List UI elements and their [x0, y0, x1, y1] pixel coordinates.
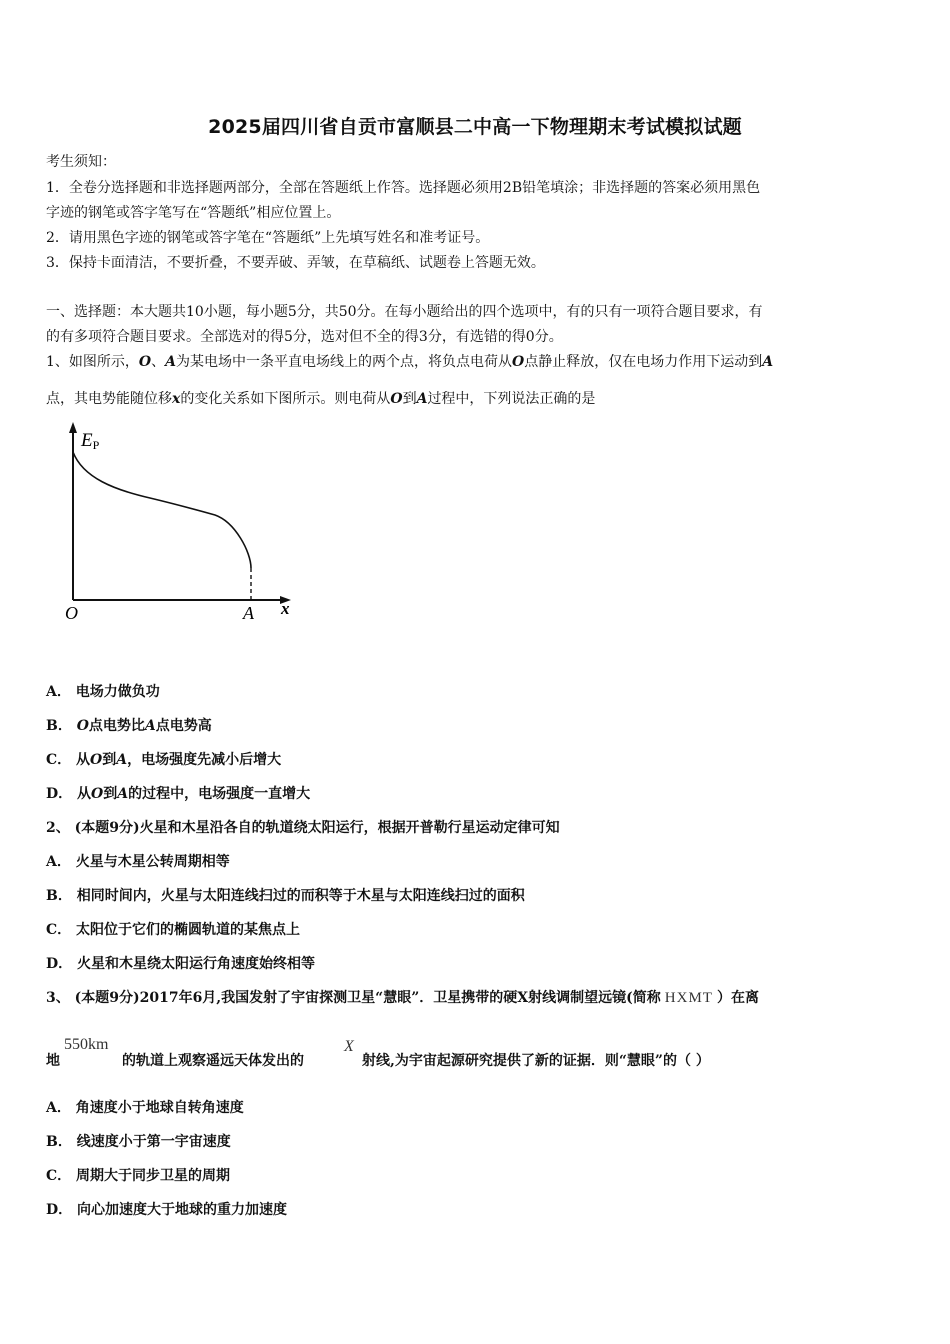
q1-option-d[interactable]: D． 从O到A的过程中，电场强度一直增大	[46, 786, 311, 802]
q3-option-c[interactable]: C． 周期大于同步卫星的周期	[46, 1168, 231, 1184]
notice-item-1: 1．全卷分选择题和非选择题两部分，全部在答题纸上作答。选择题必须用2B铅笔填涂；非选择题的答案必须用黑色	[46, 180, 761, 196]
q3-stem-line2-a: 地	[46, 1053, 60, 1069]
y-axis-arrow-icon	[69, 422, 77, 433]
q2-option-d[interactable]: D． 火星和木星绕太阳运行角速度始终相等	[46, 956, 316, 972]
q3-option-b[interactable]: B． 线速度小于第一宇宙速度	[46, 1134, 231, 1150]
notice-heading: 考生须知：	[46, 154, 116, 170]
q2-option-b[interactable]: B． 相同时间内，火星与太阳连线扫过的而积等于木星与太阳连线扫过的面积	[46, 888, 525, 904]
ep-curve	[73, 452, 251, 568]
page-title: 2025届四川省自贡市富顺县二中高一下物理期末考试模拟试题	[208, 116, 742, 138]
notice-item-3: 3．保持卡面清洁，不要折叠，不要弄破、弄皱，在草稿纸、试题卷上答题无效。	[46, 255, 545, 271]
origin-label: O	[65, 603, 78, 623]
hxmt-label: HXMT	[664, 990, 713, 1006]
q2-stem: 2、 (本题9分)火星和木星沿各自的轨道绕太阳运行，根据开普勒行星运动定律可知	[46, 820, 560, 836]
y-axis-label: EP	[81, 430, 100, 452]
q3-option-d[interactable]: D． 向心加速度大于地球的重力加速度	[46, 1202, 288, 1218]
ep-x-graph	[55, 420, 315, 630]
q2-option-a[interactable]: A． 火星与木星公转周期相等	[46, 854, 230, 870]
x-axis-label: x	[281, 599, 290, 618]
q3-option-a[interactable]: A． 角速度小于地球自转角速度	[46, 1100, 244, 1116]
section-intro-line2: 的有多项符合题目要求。全部选对的得5分，选对但不全的得3分，有选错的得0分。	[46, 329, 563, 345]
q3-stem-line2-c: 射线,为宇宙起源研究提供了新的证据．则“慧眼”的（ ）	[362, 1053, 710, 1069]
notice-item-1-cont: 字迹的钢笔或答字笔写在“答题纸”相应位置上。	[46, 205, 341, 221]
q1-option-c[interactable]: C． 从O到A，电场强度先减小后增大	[46, 752, 282, 768]
section-intro-line1: 一、选择题：本大题共10小题，每小题5分，共50分。在每小题给出的四个选项中，有的只有一项符合题目要求，有	[46, 304, 763, 320]
q1-stem-line2: 点，其电势能随位移x的变化关系如下图所示。则电荷从O到A过程中，下列说法正确的是	[46, 391, 596, 407]
q1-stem-line1: 1、如图所示，O、A为某电场中一条平直电场线上的两个点，将负点电荷从O点静止释放，仅在电场力作用下运动到A	[46, 354, 774, 370]
point-a-label: A	[243, 603, 254, 623]
orbit-altitude-value: 550km	[64, 1036, 109, 1053]
q2-option-c[interactable]: C． 太阳位于它们的椭圆轨道的某焦点上	[46, 922, 301, 938]
notice-item-2: 2．请用黑色字迹的钢笔或答字笔在“答题纸”上先填写姓名和准考证号。	[46, 230, 490, 246]
q1-option-b[interactable]: B． O点电势比A点电势高	[46, 718, 212, 734]
x-ray-symbol: X	[344, 1038, 354, 1055]
q3-stem-line1: 3、 (本题9分)2017年6月,我国发射了宇宙探测卫星“慧眼”．卫星携带的硬X射线调制望远镜(简称 HXMT ）在离	[46, 990, 759, 1006]
q3-stem-line2-b: 的轨道上观察遥远天体发出的	[122, 1053, 304, 1069]
q1-option-a[interactable]: A． 电场力做负功	[46, 684, 160, 700]
